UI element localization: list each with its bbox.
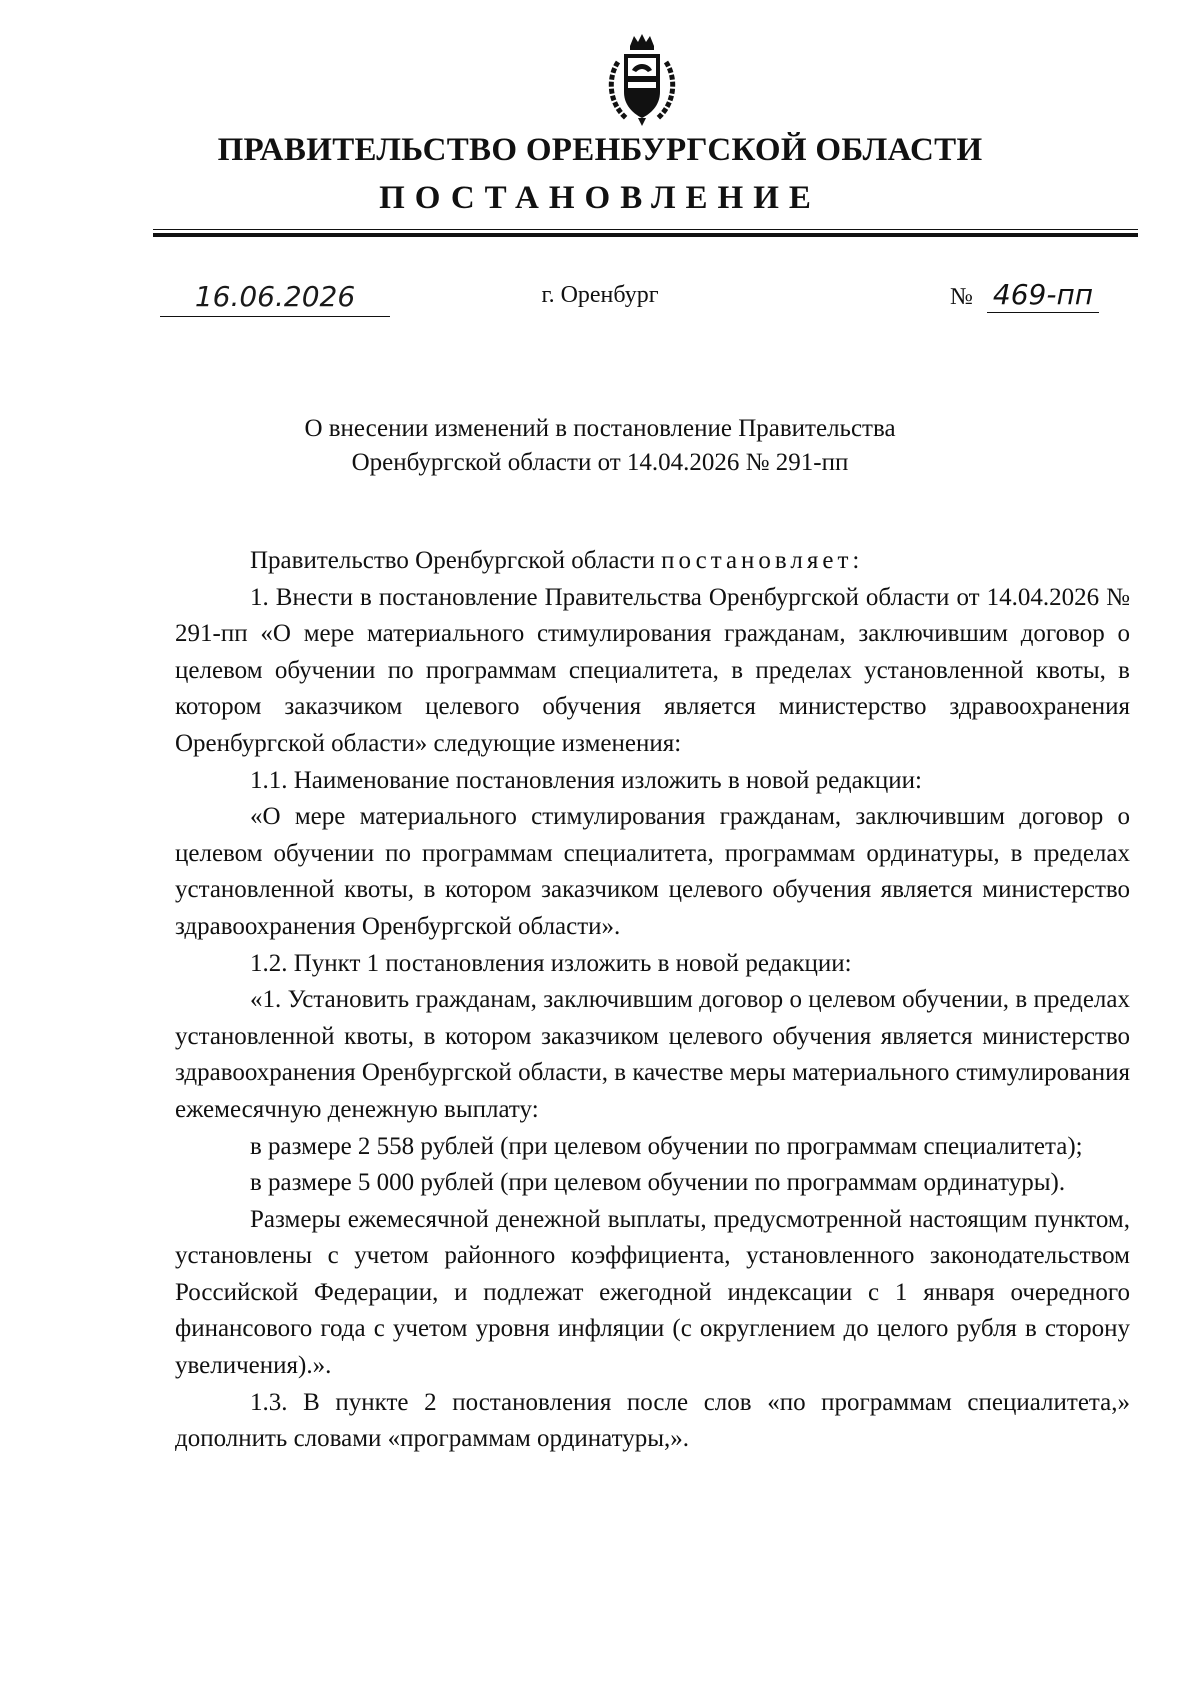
- document-type: ПОСТАНОВЛЕНИЕ: [379, 180, 821, 216]
- paragraph-1-3: 1.3. В пункте 2 постановления после слов «по программам специалитета,» дополнить словами «программам ординатуры,».: [175, 1388, 1130, 1453]
- document-date: 16.06.2026: [160, 278, 390, 317]
- coat-of-arms-icon: [604, 32, 680, 128]
- paragraph-1-2: 1.2. Пункт 1 постановления изложить в новой редакции:: [250, 949, 852, 977]
- document-city: г. Оренбург: [541, 282, 659, 308]
- header-rule-thin: [153, 229, 1138, 230]
- paragraph-1-1: 1.1. Наименование постановления изложить в новой редакции:: [250, 766, 922, 794]
- document-number: 469-пп: [987, 278, 1099, 313]
- subject-line-1: О внесении изменений в постановление Правительства: [304, 415, 896, 442]
- subject-line-2: Оренбургской области от 14.04.2026 № 291-пп: [351, 449, 849, 476]
- paragraph-1-1-text: «О мере материального стимулирования гражданам, заключившим договор о целевом обучении по программам специалитета, программам ординатуры, в пределах установленной квоты, в котором заказчиком целевого обучения является министерство здравоохранения Оренбургской области».: [175, 803, 1130, 940]
- paragraph-1: 1. Внести в постановление Правительства Оренбургской области от 14.04.2026 № 291-пп «О мере материального стимулирования гражданам, заключившим договор о целевом обучении по программам специалитета, в пределах установленной квоты, в котором заказчиком целевого обучения является министерство здравоохранения Оренбургской области» следующие изменения:: [175, 583, 1130, 757]
- number-sign: №: [950, 284, 973, 310]
- header-rule-thick: [153, 233, 1138, 237]
- document-body: [175, 543, 1130, 1458]
- document-subject: [0, 412, 1200, 480]
- amount-paragraph-1: в размере 2 558 рублей (при целевом обучении по программам специалитета);: [250, 1132, 1083, 1160]
- intro-paragraph: [175, 543, 1130, 580]
- government-title: ПРАВИТЕЛЬСТВО ОРЕНБУРГСКОЙ ОБЛАСТИ: [217, 132, 983, 168]
- amount-paragraph-2: в размере 5 000 рублей (при целевом обучении по программам ординатуры).: [250, 1169, 1066, 1197]
- intro-prefix: Правительство Оренбургской области: [250, 547, 655, 574]
- paragraph-1-2-text: «1. Установить гражданам, заключившим договор о целевом обучении, в пределах установленной квоты, в котором заказчиком целевого обучения является министерство здравоохранения Оренбургской области, в качестве меры материального стимулирования ежемесячную денежную выплату:: [175, 986, 1130, 1123]
- document-number-field: [950, 278, 1099, 316]
- intro-verb: постановляет:: [661, 547, 864, 574]
- sizes-paragraph: Размеры ежемесячной денежной выплаты, предусмотренной настоящим пунктом, установлены с учетом районного коэффициента, установленного законодательством Российской Федерации, и подлежат ежегодной индексации с 1 января очередного финансового года с учетом уровня инфляции (с округлением до целого рубля в сторону увеличения).».: [175, 1205, 1130, 1380]
